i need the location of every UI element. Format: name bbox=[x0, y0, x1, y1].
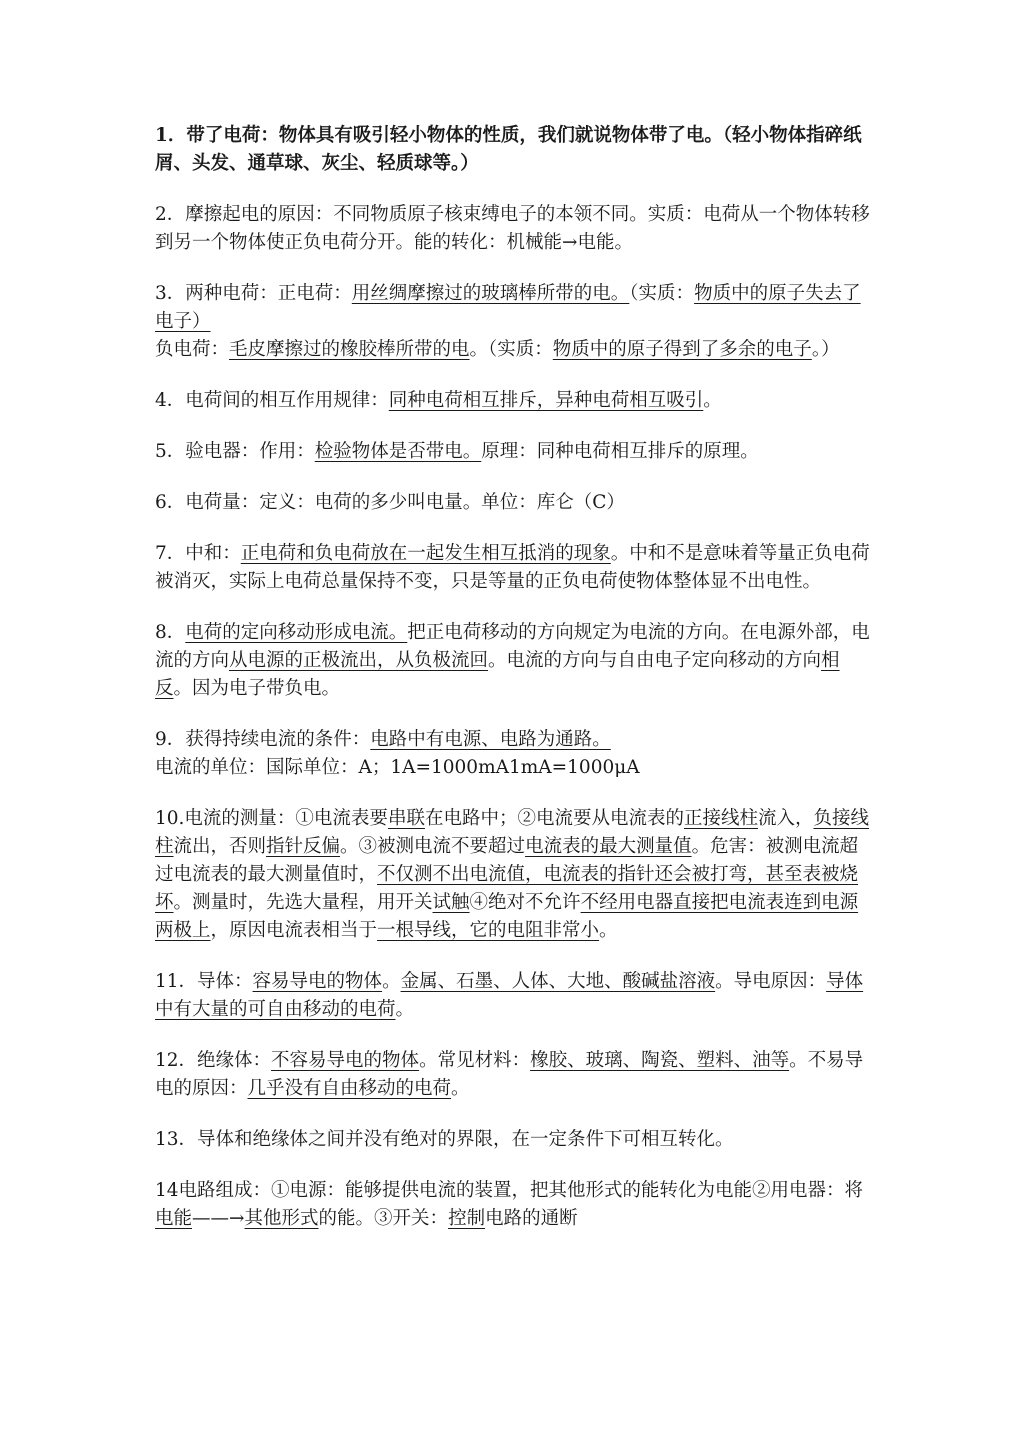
paragraph-6 bbox=[155, 489, 871, 517]
text-run: 。中和不是意味着等量正负电荷被消灭，实际上电荷总量保持不变，只是等量的正负电荷使物体整体显不出电性。 bbox=[155, 543, 870, 592]
text-run: （实质： bbox=[629, 283, 695, 304]
text-run: 原理：同种电荷相互排斥的原理。 bbox=[481, 441, 759, 462]
text-run: 。不易导电的原因： bbox=[155, 1050, 864, 1099]
text-run: 1．带了电荷：物体具有吸引轻小物体的性质，我们就说物体带了电。（轻小物体指碎纸屑、头发、通草球、灰尘、轻质球等。） bbox=[155, 125, 862, 174]
underlined-text: 控制 bbox=[448, 1208, 486, 1229]
underlined-text: 试触 bbox=[432, 892, 470, 913]
paragraph-8 bbox=[155, 619, 871, 703]
text-run: 8． bbox=[155, 622, 186, 643]
text-run: 11．导体： bbox=[155, 971, 253, 992]
paragraph-13 bbox=[155, 1126, 871, 1154]
text-run: ，原因电流表相当于 bbox=[210, 920, 378, 941]
paragraph-11 bbox=[155, 968, 871, 1024]
paragraph-5 bbox=[155, 438, 871, 466]
underlined-text: 从电源的正极流出，从负极流回 bbox=[229, 650, 489, 671]
underlined-text: 不容易导电的物体 bbox=[271, 1050, 420, 1071]
text-run: 电流的单位：国际单位：A；1A=1000mA1mA=1000μA bbox=[155, 757, 640, 778]
underlined-text: 几乎没有自由移动的电荷 bbox=[247, 1078, 452, 1099]
underlined-text: 正接线柱 bbox=[683, 808, 758, 829]
underlined-text: 不经用电器直接把电流表连到电源两极上 bbox=[155, 892, 859, 941]
text-run: 。常见材料： bbox=[419, 1050, 531, 1071]
underlined-text: 导体中有大量的可自由移动的电荷 bbox=[155, 971, 864, 1020]
text-run: 。 bbox=[451, 1078, 470, 1099]
underlined-text: 正电荷和负电荷放在一起发生相互抵消的现象 bbox=[240, 543, 611, 564]
text-run: 电路的通断 bbox=[485, 1208, 578, 1229]
underlined-text: 金属、石墨、人体、大地、酸碱盐溶液 bbox=[400, 971, 716, 992]
text-run: 9．获得持续电流的条件： bbox=[155, 729, 371, 750]
text-run: 12．绝缘体： bbox=[155, 1050, 272, 1071]
underlined-text: 不仅测不出电流值，电流表的指针还会被打弯，甚至表被烧坏 bbox=[155, 864, 859, 913]
paragraph-3 bbox=[155, 280, 871, 364]
underlined-text: 橡胶、玻璃、陶瓷、塑料、油等 bbox=[530, 1050, 790, 1071]
paragraph-9 bbox=[155, 726, 871, 782]
text-run: 。 bbox=[703, 390, 722, 411]
underlined-text: 物质中的原子失去了电子） bbox=[155, 283, 861, 332]
text-run: 。） bbox=[811, 339, 840, 360]
text-run: 3．两种电荷：正电荷： bbox=[155, 283, 352, 304]
text-run: 13．导体和绝缘体之间并没有绝对的界限，在一定条件下可相互转化。 bbox=[155, 1129, 734, 1150]
text-run: 。电流的方向与自由电子定向移动的方向 bbox=[488, 650, 822, 671]
underlined-text: 负接线柱 bbox=[155, 808, 870, 857]
text-run: 。③被测电流不要超过 bbox=[340, 836, 526, 857]
underlined-text: 其他形式 bbox=[244, 1208, 319, 1229]
underlined-text: 电能 bbox=[155, 1208, 193, 1229]
paragraph-2 bbox=[155, 201, 871, 257]
underlined-text: 串联 bbox=[387, 808, 425, 829]
underlined-text: 相反 bbox=[155, 650, 840, 699]
text-run: 。（实质： bbox=[469, 339, 553, 360]
text-run: 。导电原因： bbox=[715, 971, 827, 992]
text-run: 。测量时，先选大量程，用开关 bbox=[173, 892, 433, 913]
text-run: 4．电荷间的相互作用规律： bbox=[155, 390, 389, 411]
underlined-text: 电荷的定向移动形成电流。 bbox=[185, 622, 408, 643]
text-run: 2．摩擦起电的原因：不同物质原子核束缚电子的本领不同。实质：电荷从一个物体转移到另一个物体使正负电荷分开。能的转化：机械能→电能。 bbox=[155, 204, 870, 253]
underlined-text: 指针反偏 bbox=[266, 836, 341, 857]
underlined-text: 电路中有电源、电路为通路。 bbox=[370, 729, 611, 750]
text-run: 流入， bbox=[757, 808, 814, 829]
paragraph-7 bbox=[155, 540, 871, 596]
document-page bbox=[155, 122, 871, 1256]
text-run: 7．中和： bbox=[155, 543, 241, 564]
text-run: 。 bbox=[395, 999, 415, 1020]
text-run: ——→ bbox=[192, 1208, 245, 1229]
paragraph-10 bbox=[155, 805, 871, 945]
underlined-text: 毛皮摩擦过的橡胶棒所带的电 bbox=[229, 339, 470, 360]
text-run: 的能。③开关： bbox=[318, 1208, 449, 1229]
text-run: 。 bbox=[599, 920, 618, 941]
text-run: 14电路组成：①电源：能够提供电流的装置，把其他形式的能转化为电能②用电器：将 bbox=[155, 1180, 864, 1201]
text-run: 5．验电器：作用： bbox=[155, 441, 315, 462]
text-run: 。危害：被测电流超过电流表的最大测量值时， bbox=[155, 836, 859, 885]
underlined-text: 容易导电的物体 bbox=[252, 971, 383, 992]
underlined-text: 用丝绸摩擦过的玻璃棒所带的电。 bbox=[351, 283, 630, 304]
text-run: ④绝对不允许 bbox=[469, 892, 581, 913]
underlined-text: 一根导线，它的电阻非常小 bbox=[377, 920, 600, 941]
text-run: 。 bbox=[382, 971, 401, 992]
text-run: 。因为电子带负电。 bbox=[173, 678, 341, 699]
underlined-text: 同种电荷相互排斥，异种电荷相互吸引 bbox=[388, 390, 704, 411]
text-run: 流出，否则 bbox=[173, 836, 267, 857]
underlined-text: 电流表的最大测量值 bbox=[525, 836, 692, 857]
text-run: 把正电荷移动的方向规定为电流的方向。在电源外部，电流的方向 bbox=[155, 622, 870, 671]
underlined-text: 检验物体是否带电。 bbox=[314, 441, 482, 462]
paragraph-12 bbox=[155, 1047, 871, 1103]
text-run: 在电路中；②电流要从电流表的 bbox=[424, 808, 684, 829]
paragraph-1 bbox=[155, 122, 871, 178]
text-run: 10.电流的测量：①电流表要 bbox=[155, 808, 388, 829]
underlined-text: 物质中的原子得到了多余的电子 bbox=[552, 339, 812, 360]
paragraph-4 bbox=[155, 387, 871, 415]
paragraph-14 bbox=[155, 1177, 871, 1233]
text-run: 6．电荷量：定义：电荷的多少叫电量。单位：库仑（C） bbox=[155, 492, 625, 513]
document-body bbox=[155, 122, 871, 1233]
text-run: 负电荷： bbox=[155, 339, 230, 360]
